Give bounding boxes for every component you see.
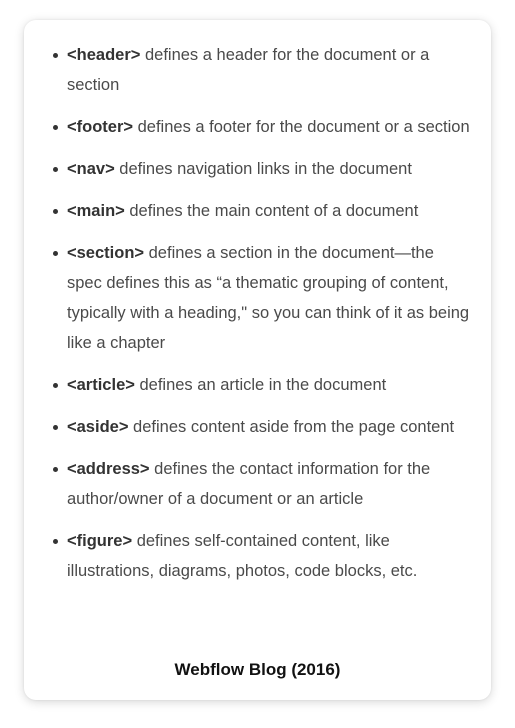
element-tag: <main> <box>67 202 125 220</box>
element-tag: <article> <box>67 376 135 394</box>
element-description: defines a header for the document or a section <box>67 46 430 94</box>
element-description: defines the contact information for the author/owner of a document or an article <box>67 460 431 508</box>
list-item-address <box>24 454 491 514</box>
bullet-icon <box>53 467 58 472</box>
element-description: defines the main content of a document <box>124 202 419 220</box>
bullet-icon <box>53 125 58 130</box>
element-description: defines navigation links in the document <box>114 160 412 178</box>
element-tag: <aside> <box>67 418 129 436</box>
list-item-article <box>24 370 491 400</box>
html-elements-list <box>24 40 491 598</box>
list-item-aside <box>24 412 491 442</box>
element-description: defines a section in the document—the spec defines this as “a thematic grouping of content, typically with a heading," so you can think of it as being like a chapter <box>67 244 470 352</box>
list-item-main <box>24 196 491 226</box>
bullet-icon <box>53 209 58 214</box>
bullet-icon <box>53 425 58 430</box>
list-item-nav <box>24 154 491 184</box>
element-description: defines content aside from the page content <box>128 418 455 436</box>
list-item-figure <box>24 526 491 586</box>
element-tag: <footer> <box>67 118 134 136</box>
element-description: defines an article in the document <box>134 376 387 394</box>
bullet-icon <box>53 383 58 388</box>
bullet-icon <box>53 53 58 58</box>
list-item-header <box>24 40 491 100</box>
list-item-section <box>24 238 491 358</box>
element-tag: <figure> <box>67 532 133 550</box>
list-item-footer <box>24 112 491 142</box>
element-tag: <nav> <box>67 160 115 178</box>
element-tag: <header> <box>67 46 141 64</box>
element-description: defines a footer for the document or a section <box>133 118 470 136</box>
element-description: defines self-contained content, like illustrations, diagrams, photos, code blocks, etc. <box>67 532 418 580</box>
bullet-icon <box>53 251 58 256</box>
bullet-icon <box>53 167 58 172</box>
content-card <box>24 20 491 700</box>
element-tag: <section> <box>67 244 145 262</box>
source-caption: Webflow Blog (2016) <box>174 660 341 679</box>
bullet-icon <box>53 539 58 544</box>
element-tag: <address> <box>67 460 150 478</box>
